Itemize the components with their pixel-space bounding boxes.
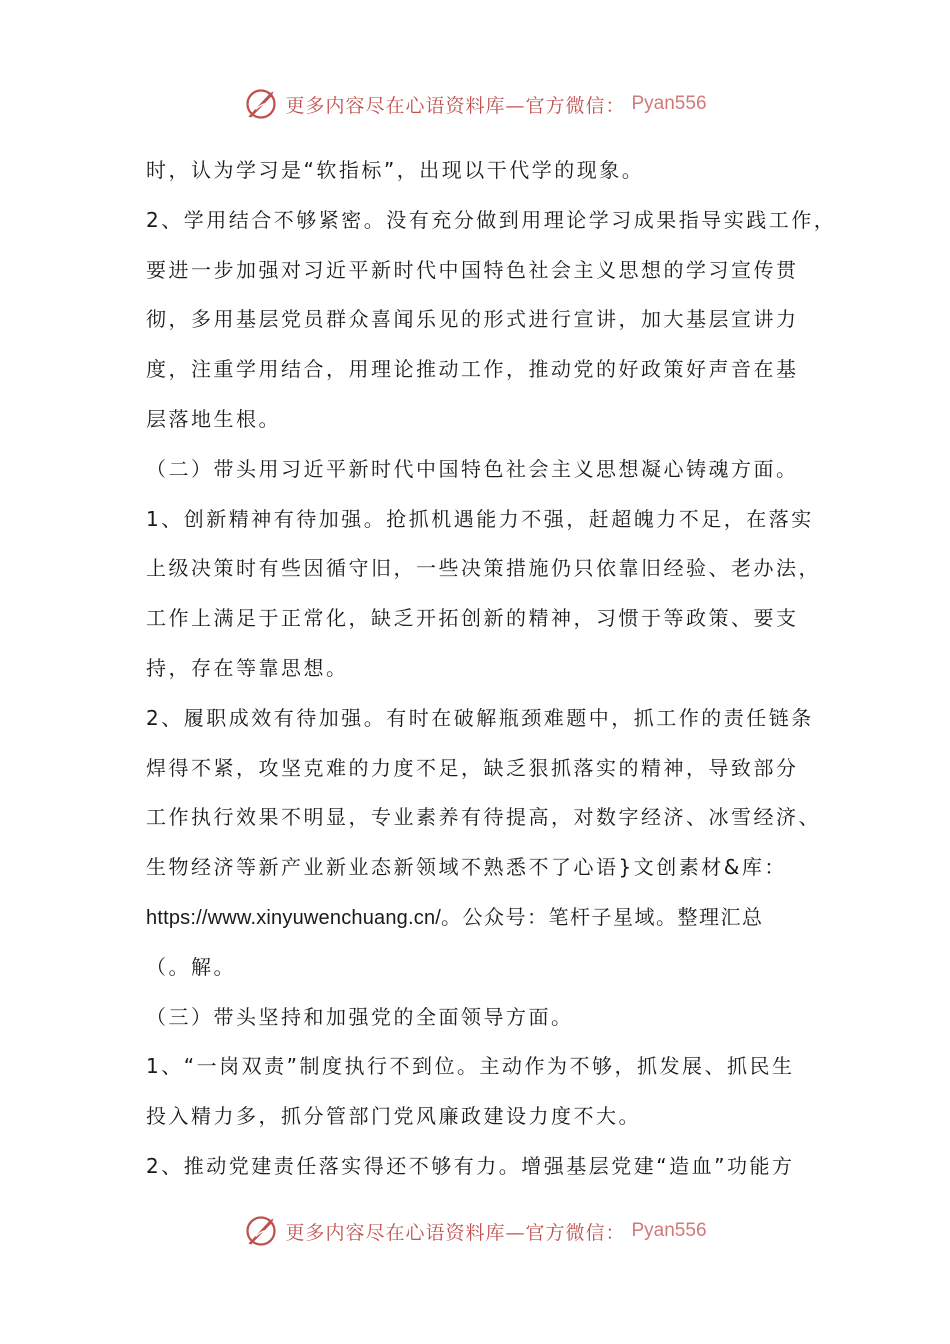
quill-pen-logo-icon <box>243 86 279 122</box>
banner-text: 更多内容尽在心语资料库—官方微信： <box>285 94 626 117</box>
section-heading: （三）带头坚持和加强党的全面领导方面。 <box>146 1004 574 1029</box>
text-line: 上级决策时有些因循守旧，一些决策措施仍只依靠旧经验、老办法， <box>146 556 821 581</box>
text-line: 层落地生根。 <box>146 406 281 431</box>
text-line: 要进一步加强对习近平新时代中国特色社会主义思想的学习宣传贯 <box>146 257 799 282</box>
text-line-with-url <box>146 893 826 943</box>
text-line: 时，认为学习是“软指标”，出现以干代学的现象。 <box>146 158 645 182</box>
text-line: 持，存在等靠思想。 <box>146 655 349 680</box>
footer-banner <box>0 1211 950 1251</box>
website-url: https://www.xinyuwenchuang.cn/ <box>146 906 442 929</box>
text-line: （。解。 <box>146 954 236 979</box>
document-body <box>146 146 837 1192</box>
section-heading: （二）带头用习近平新时代中国特色社会主义思想凝心铸魂方面。 <box>146 456 799 481</box>
text-line: 2、推动党建责任落实得还不够有力。增强基层党建“造血”功能方 <box>146 1153 795 1178</box>
text-line: 投入精力多，抓分管部门党风廉政建设力度不大。 <box>146 1104 641 1129</box>
text-line: 1、“一岗双责”制度执行不到位。主动作为不够，抓发展、抓民生 <box>146 1054 795 1079</box>
text-line: 度，注重学用结合，用理论推动工作，推动党的好政策好声音在基 <box>146 357 799 382</box>
url-line-rest: 。公众号：笔杆子星域。整理汇总 <box>441 904 764 929</box>
header-banner <box>0 84 950 124</box>
wechat-id: Pyan556 <box>631 93 707 114</box>
wechat-id: Pyan556 <box>631 1220 707 1241</box>
text-line: 工作执行效果不明显，专业素养有待提高，对数字经济、冰雪经济、 <box>146 805 821 830</box>
text-line: 生物经济等新产业新业态新领域不熟悉不了心语}文创素材&库： <box>146 855 787 880</box>
text-line: 彻，多用基层党员群众喜闻乐见的形式进行宣讲，加大基层宣讲力 <box>146 307 799 332</box>
text-line: 2、履职成效有待加强。有时在破解瓶颈难题中，抓工作的责任链条 <box>146 705 814 730</box>
text-line: 工作上满足于正常化，缺乏开拓创新的精神，习惯于等政策、要支 <box>146 606 799 631</box>
quill-pen-logo-icon <box>243 1213 279 1249</box>
text-line: 2、学用结合不够紧密。没有充分做到用理论学习成果指导实践工作， <box>146 207 837 232</box>
text-line: 1、创新精神有待加强。抢抓机遇能力不强，赶超魄力不足，在落实 <box>146 506 814 531</box>
text-line: 焊得不紧，攻坚克难的力度不足，缺乏狠抓落实的精神，导致部分 <box>146 755 799 780</box>
banner-text: 更多内容尽在心语资料库—官方微信： <box>285 1221 626 1244</box>
